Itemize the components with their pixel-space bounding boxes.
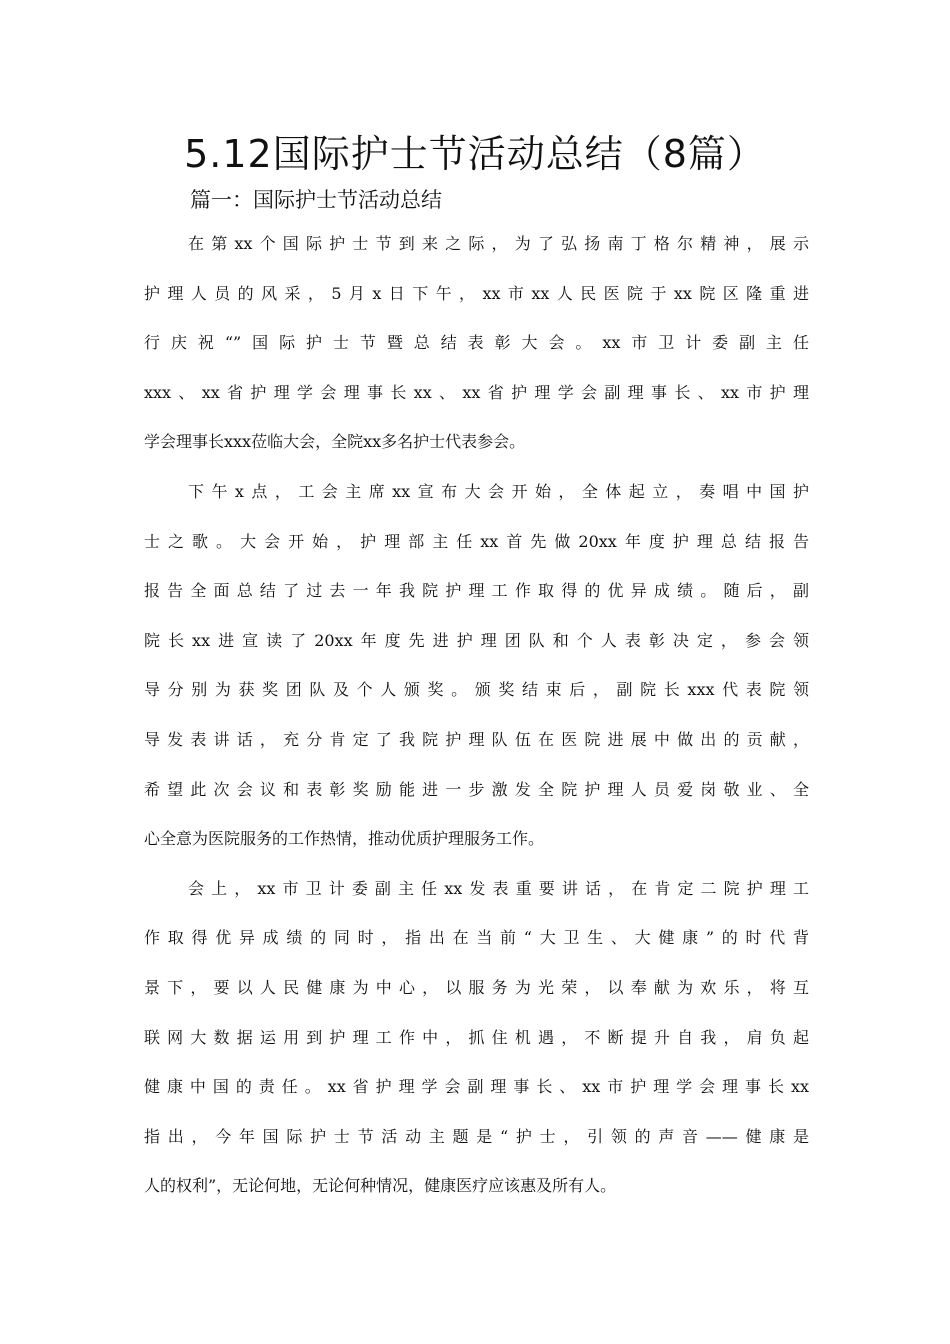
- text-line: xxx、xx省护理学会理事长xx、xx省护理学会副理事长、xx市护理: [144, 382, 809, 402]
- text-line: 导发表讲话，充分肯定了我院护理队伍在医院进展中做出的贡献，: [144, 729, 809, 749]
- text-line: 会上，xx市卫计委副主任xx发表重要讲话，在肯定二院护理工: [188, 878, 809, 898]
- paragraph-1: [144, 231, 809, 479]
- text-line: 健康中国的责任。xx省护理学会副理事长、xx市护理学会理事长xx: [144, 1077, 809, 1097]
- text-line: 导分别为获奖团队及个人颁奖。颁奖结束后，副院长xxx代表院领: [144, 680, 809, 700]
- text-line: 士之歌。大会开始，护理部主任xx首先做20xx年度护理总结报告: [144, 531, 809, 551]
- text-line: 学会理事长xxx莅临大会，全院xx多名护士代表参会。: [144, 432, 526, 452]
- text-line: 希望此次会议和表彰奖励能进一步激发全院护理人员爱岗敬业、全: [144, 779, 809, 799]
- text-line: 心全意为医院服务的工作热情，推动优质护理服务工作。: [144, 829, 545, 849]
- text-line: 人的权利”，无论何地，无论何种情况，健康医疗应该惠及所有人。: [144, 1176, 617, 1196]
- text-line: 护理人员的风采，5月x日下午，xx市xx人民医院于xx院区隆重进: [144, 283, 809, 303]
- text-line: 指出，今年国际护士节活动主题是“护士，引领的声音——健康是: [144, 1126, 809, 1146]
- text-line: 行庆祝“”国际护士节暨总结表彰大会。xx市卫计委副主任: [144, 333, 809, 353]
- text-line: 联网大数据运用到护理工作中，抓住机遇，不断提升自我，肩负起: [144, 1027, 809, 1047]
- paragraph-3: [144, 876, 809, 1223]
- text-line: 在第xx个国际护士节到来之际，为了弘扬南丁格尔精神，展示: [188, 234, 809, 253]
- text-line: 作取得优异成绩的同时，指出在当前“大卫生、大健康”的时代背: [144, 928, 809, 948]
- text-line: 下午x点，工会主席xx宣布大会开始，全体起立，奏唱中国护: [188, 481, 809, 501]
- section-heading: 篇一：国际护士节活动总结: [190, 188, 442, 212]
- text-line: 院长xx进宣读了20xx年度先进护理团队和个人表彰决定，参会领: [144, 630, 809, 650]
- paragraph-2: [144, 479, 809, 876]
- document-body: [144, 231, 809, 1223]
- text-line: 景下，要以人民健康为中心，以服务为光荣，以奉献为欢乐，将互: [144, 977, 809, 997]
- text-line: 报告全面总结了过去一年我院护理工作取得的优异成绩。随后，副: [144, 581, 809, 601]
- document-title: 5.12国际护士节活动总结（8篇）: [184, 132, 766, 176]
